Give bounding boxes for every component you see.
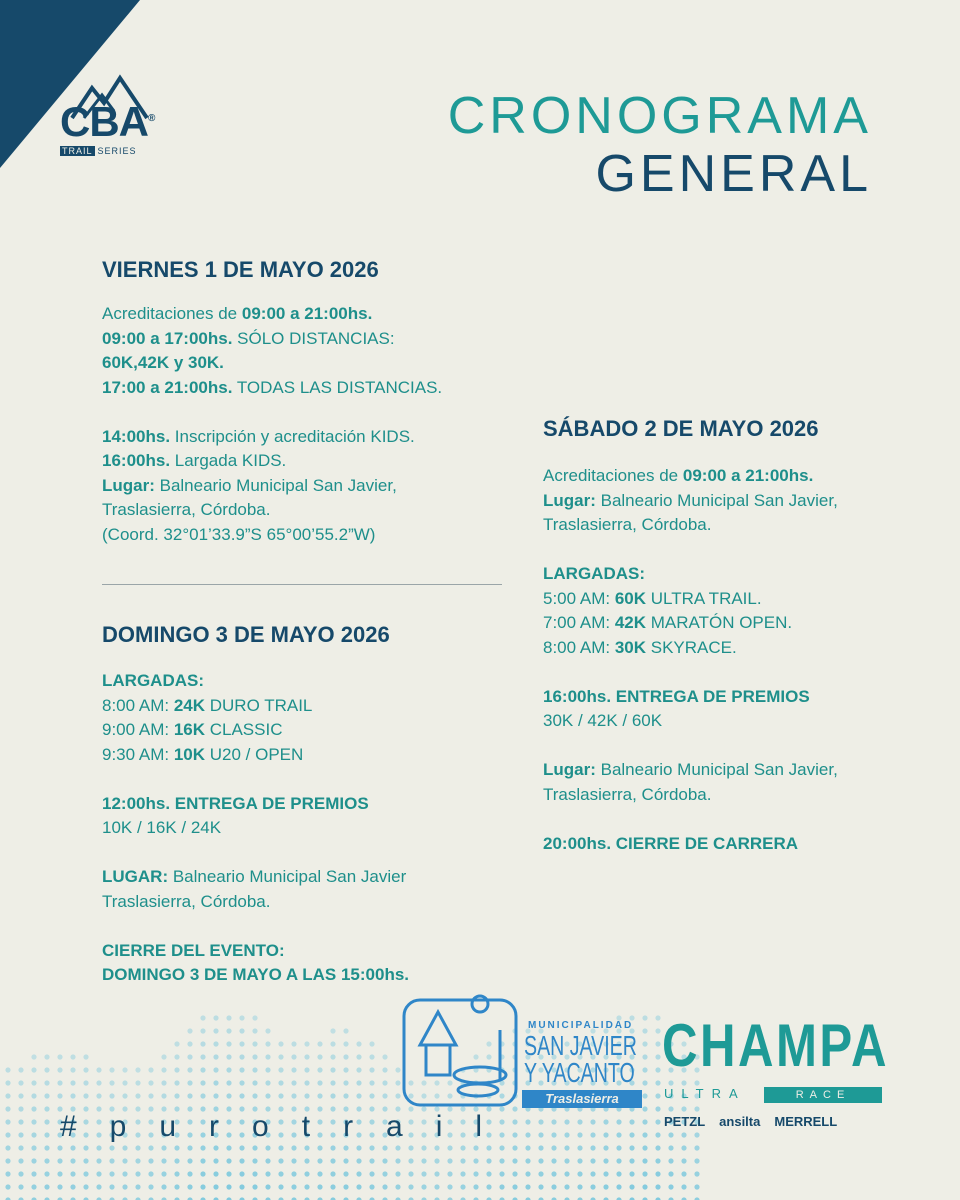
schedule-line: DOMINGO 3 DE MAYO A LAS 15:00hs. [102, 965, 410, 984]
schedule-line: LUGAR: Balneario Municipal San Javier [102, 867, 407, 886]
brand-logo-text: CBA® [60, 98, 155, 145]
page-title-line2: GENERAL [595, 145, 872, 203]
schedule-line [543, 734, 838, 759]
schedule-line: Acreditaciones de 09:00 a 21:00hs. [543, 466, 814, 485]
hashtag-text: #purotrail [60, 1110, 516, 1143]
schedule-line: Lugar: Balneario Municipal San Javier, [543, 760, 838, 779]
schedule-line [543, 660, 838, 685]
schedule-line: LARGADAS: [102, 671, 204, 690]
schedule-line: 30K / 42K / 60K [543, 711, 663, 730]
schedule-line: Traslasierra, Córdoba. [543, 784, 712, 804]
section-divider [102, 584, 502, 585]
sponsor-ansilta: ansilta [719, 1114, 761, 1129]
schedule-line: (Coord. 32°01’33.9”S 65°00’55.2”W) [102, 524, 376, 544]
schedule-line [102, 767, 409, 792]
domingo-heading: DOMINGO 3 DE MAYO 2026 [102, 622, 390, 647]
schedule-line: 5:00 AM: 60K ULTRA TRAIL. [543, 588, 762, 608]
schedule-line: Traslasierra, Córdoba. [102, 891, 271, 911]
schedule-line: Traslasierra, Córdoba. [543, 515, 712, 534]
schedule-line [102, 400, 442, 425]
schedule-line: 60K,42K y 30K. [102, 353, 224, 372]
schedule-line [102, 914, 409, 939]
domingo-schedule [102, 669, 409, 988]
schedule-line [102, 841, 409, 866]
schedule-line: 14:00hs. Inscripción y acreditación KIDS. [102, 426, 415, 446]
schedule-line: 9:30 AM: 10K U20 / OPEN [102, 744, 304, 764]
schedule-line: 8:00 AM: 24K DURO TRAIL [102, 695, 313, 715]
viernes-heading: VIERNES 1 DE MAYO 2026 [102, 257, 379, 282]
schedule-line: 09:00 a 17:00hs. SÓLO DISTANCIAS: [102, 328, 395, 348]
champa-logo: CHAMPA [662, 1012, 890, 1079]
sabado-schedule [543, 464, 838, 856]
schedule-line: 17:00 a 21:00hs. TODAS LAS DISTANCIAS. [102, 377, 443, 397]
schedule-line: 20:00hs. CIERRE DE CARRERA [543, 833, 799, 853]
schedule-line: 16:00hs. ENTREGA DE PREMIOS [543, 686, 810, 706]
schedule-line: Lugar: Balneario Municipal San Javier, [102, 475, 397, 495]
page-title-line1: CRONOGRAMA [447, 87, 872, 145]
municipality-region: Traslasierra [522, 1090, 642, 1108]
schedule-line: 10K / 16K / 24K [102, 818, 222, 837]
municipality-name: SAN JAVIER Y YACANTO [524, 1030, 637, 1088]
schedule-line: CIERRE DEL EVENTO: [102, 940, 285, 960]
brand-subtitle: TRAIL SERIES [62, 146, 137, 156]
schedule-line [543, 538, 838, 563]
schedule-line [543, 807, 838, 832]
sabado-heading: SÁBADO 2 DE MAYO 2026 [543, 416, 819, 441]
champa-race: RACE [764, 1087, 882, 1103]
champa-ultra: ULTRA [664, 1086, 746, 1101]
schedule-line: Traslasierra, Córdoba. [102, 500, 271, 519]
schedule-line: 9:00 AM: 16K CLASSIC [102, 720, 283, 739]
schedule-line: LARGADAS: [543, 564, 645, 583]
schedule-line: 8:00 AM: 30K SKYRACE. [543, 637, 737, 657]
schedule-line: 7:00 AM: 42K MARATÓN OPEN. [543, 613, 793, 632]
sponsor-merrell: MERRELL [774, 1114, 838, 1129]
schedule-line: Lugar: Balneario Municipal San Javier, [543, 490, 838, 510]
sponsor-petzl: PETZL [664, 1114, 706, 1129]
municipality-label: MUNICIPALIDAD [528, 1020, 634, 1031]
sponsor-logos [664, 1114, 837, 1129]
viernes-schedule [102, 302, 442, 547]
schedule-line: Acreditaciones de 09:00 a 21:00hs. [102, 304, 373, 323]
schedule-line: 16:00hs. Largada KIDS. [102, 451, 287, 470]
schedule-line: 12:00hs. ENTREGA DE PREMIOS [102, 793, 369, 813]
